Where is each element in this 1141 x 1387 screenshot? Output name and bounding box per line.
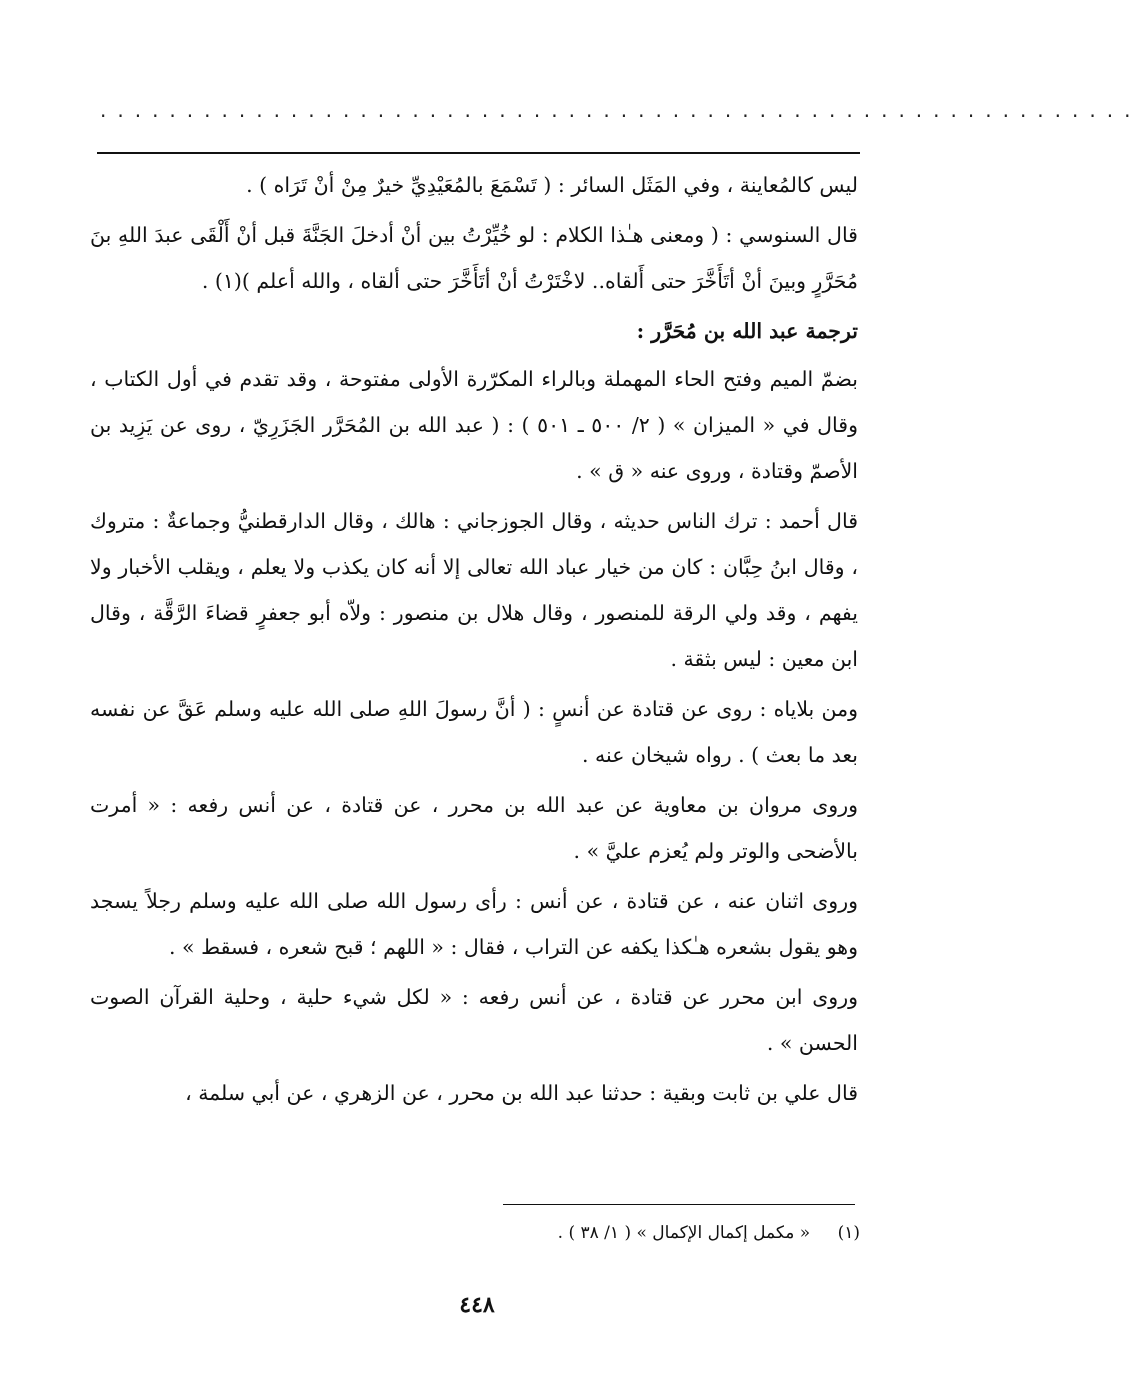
page-number: ٤٤٨ <box>459 1292 495 1318</box>
header-dotted-line: ............................................................ <box>100 98 1141 122</box>
paragraph-3: بضمّ الميم وفتح الحاء المهملة وبالراء المكرّرة الأولى مفتوحة ، وقد تقدم في أول الكتاب ، وقال في « الميزان » ( ٢/ ٥٠٠ ـ ٥٠١ ) : ( عبد الله بن المُحَرَّر الجَزَرِيّ ، روى عن يَزِيد بن الأصمّ وقتادة ، وروى عنه « ق » . <box>90 367 858 483</box>
main-text <box>90 162 858 1120</box>
paragraph-7: وروى اثنان عنه ، عن قتادة ، عن أنس : رأى رسول الله صلى الله عليه وسلم رجلاً يسجد وهو يقول بشعره هـٰكذا يكفه عن التراب ، فقال : « اللهم ؛ قبح شعره ، فسقط » . <box>90 889 858 959</box>
paragraph-1: ليس كالمُعاينة ، وفي المَثَل السائر : ( تَسْمَعَ بالمُعَيْدِيِّ خيرٌ مِنْ أنْ تَرَاه ) . <box>246 173 858 197</box>
paragraph-9: قال علي بن ثابت وبقية : حدثنا عبد الله بن محرر ، عن الزهري ، عن أبي سلمة ، <box>185 1081 858 1105</box>
paragraph-6: وروى مروان بن معاوية عن عبد الله بن محرر ، عن قتادة ، عن أنس رفعه : « أمرت بالأضحى والوتر ولم يُعزم عليَّ » . <box>90 793 858 863</box>
paragraph-2: قال السنوسي : ( ومعنى هـٰذا الكلام : لو خُيِّرْتُ بين أنْ أدخلَ الجَنَّةَ قبل أنْ أَلْقَى عبدَ اللهِ بنَ مُحَرَّرٍ وبينَ أنْ أتَأَخَّرَ حتى أَلقاه.. لاخْتَرْتُ أنْ أتَأَخَّرَ حتى ألقاه ، والله أعلم )(١) . <box>90 223 858 293</box>
paragraph-8: وروى ابن محرر عن قتادة ، عن أنس رفعه : « لكل شيء حلية ، وحلية القرآن الصوت الحسن » . <box>90 985 858 1055</box>
section-heading: ترجمة عبد الله بن مُحَرَّر : <box>636 319 858 343</box>
header-rule <box>97 152 860 154</box>
footnote-rule <box>503 1204 855 1205</box>
footnote <box>360 1218 860 1248</box>
footnote-text: « مكمل إكمال الإكمال » ( ١/ ٣٨ ) . <box>557 1223 811 1243</box>
footnote-number: (١) <box>837 1223 860 1243</box>
paragraph-4: قال أحمد : ترك الناس حديثه ، وقال الجوزجاني : هالك ، وقال الدارقطنيُّ وجماعةٌ : متروك ، وقال ابنُ حِبَّان : كان من خيار عباد الله تعالى إلا أنه كان يكذب ولا يعلم ، ويقلب الأخبار ولا يفهم ، وقد ولي الرقة للمنصور ، وقال هلال بن منصور : ولاّه أبو جعفرٍ قضاءَ الرَّقَّة ، وقال ابن معين : ليس بثقة . <box>90 509 858 671</box>
paragraph-5: ومن بلاياه : روى عن قتادة عن أنسٍ : ( أنَّ رسولَ اللهِ صلى الله عليه وسلم عَقَّ عن نفسه بعد ما بعث ) . رواه شيخان عنه . <box>90 697 858 767</box>
